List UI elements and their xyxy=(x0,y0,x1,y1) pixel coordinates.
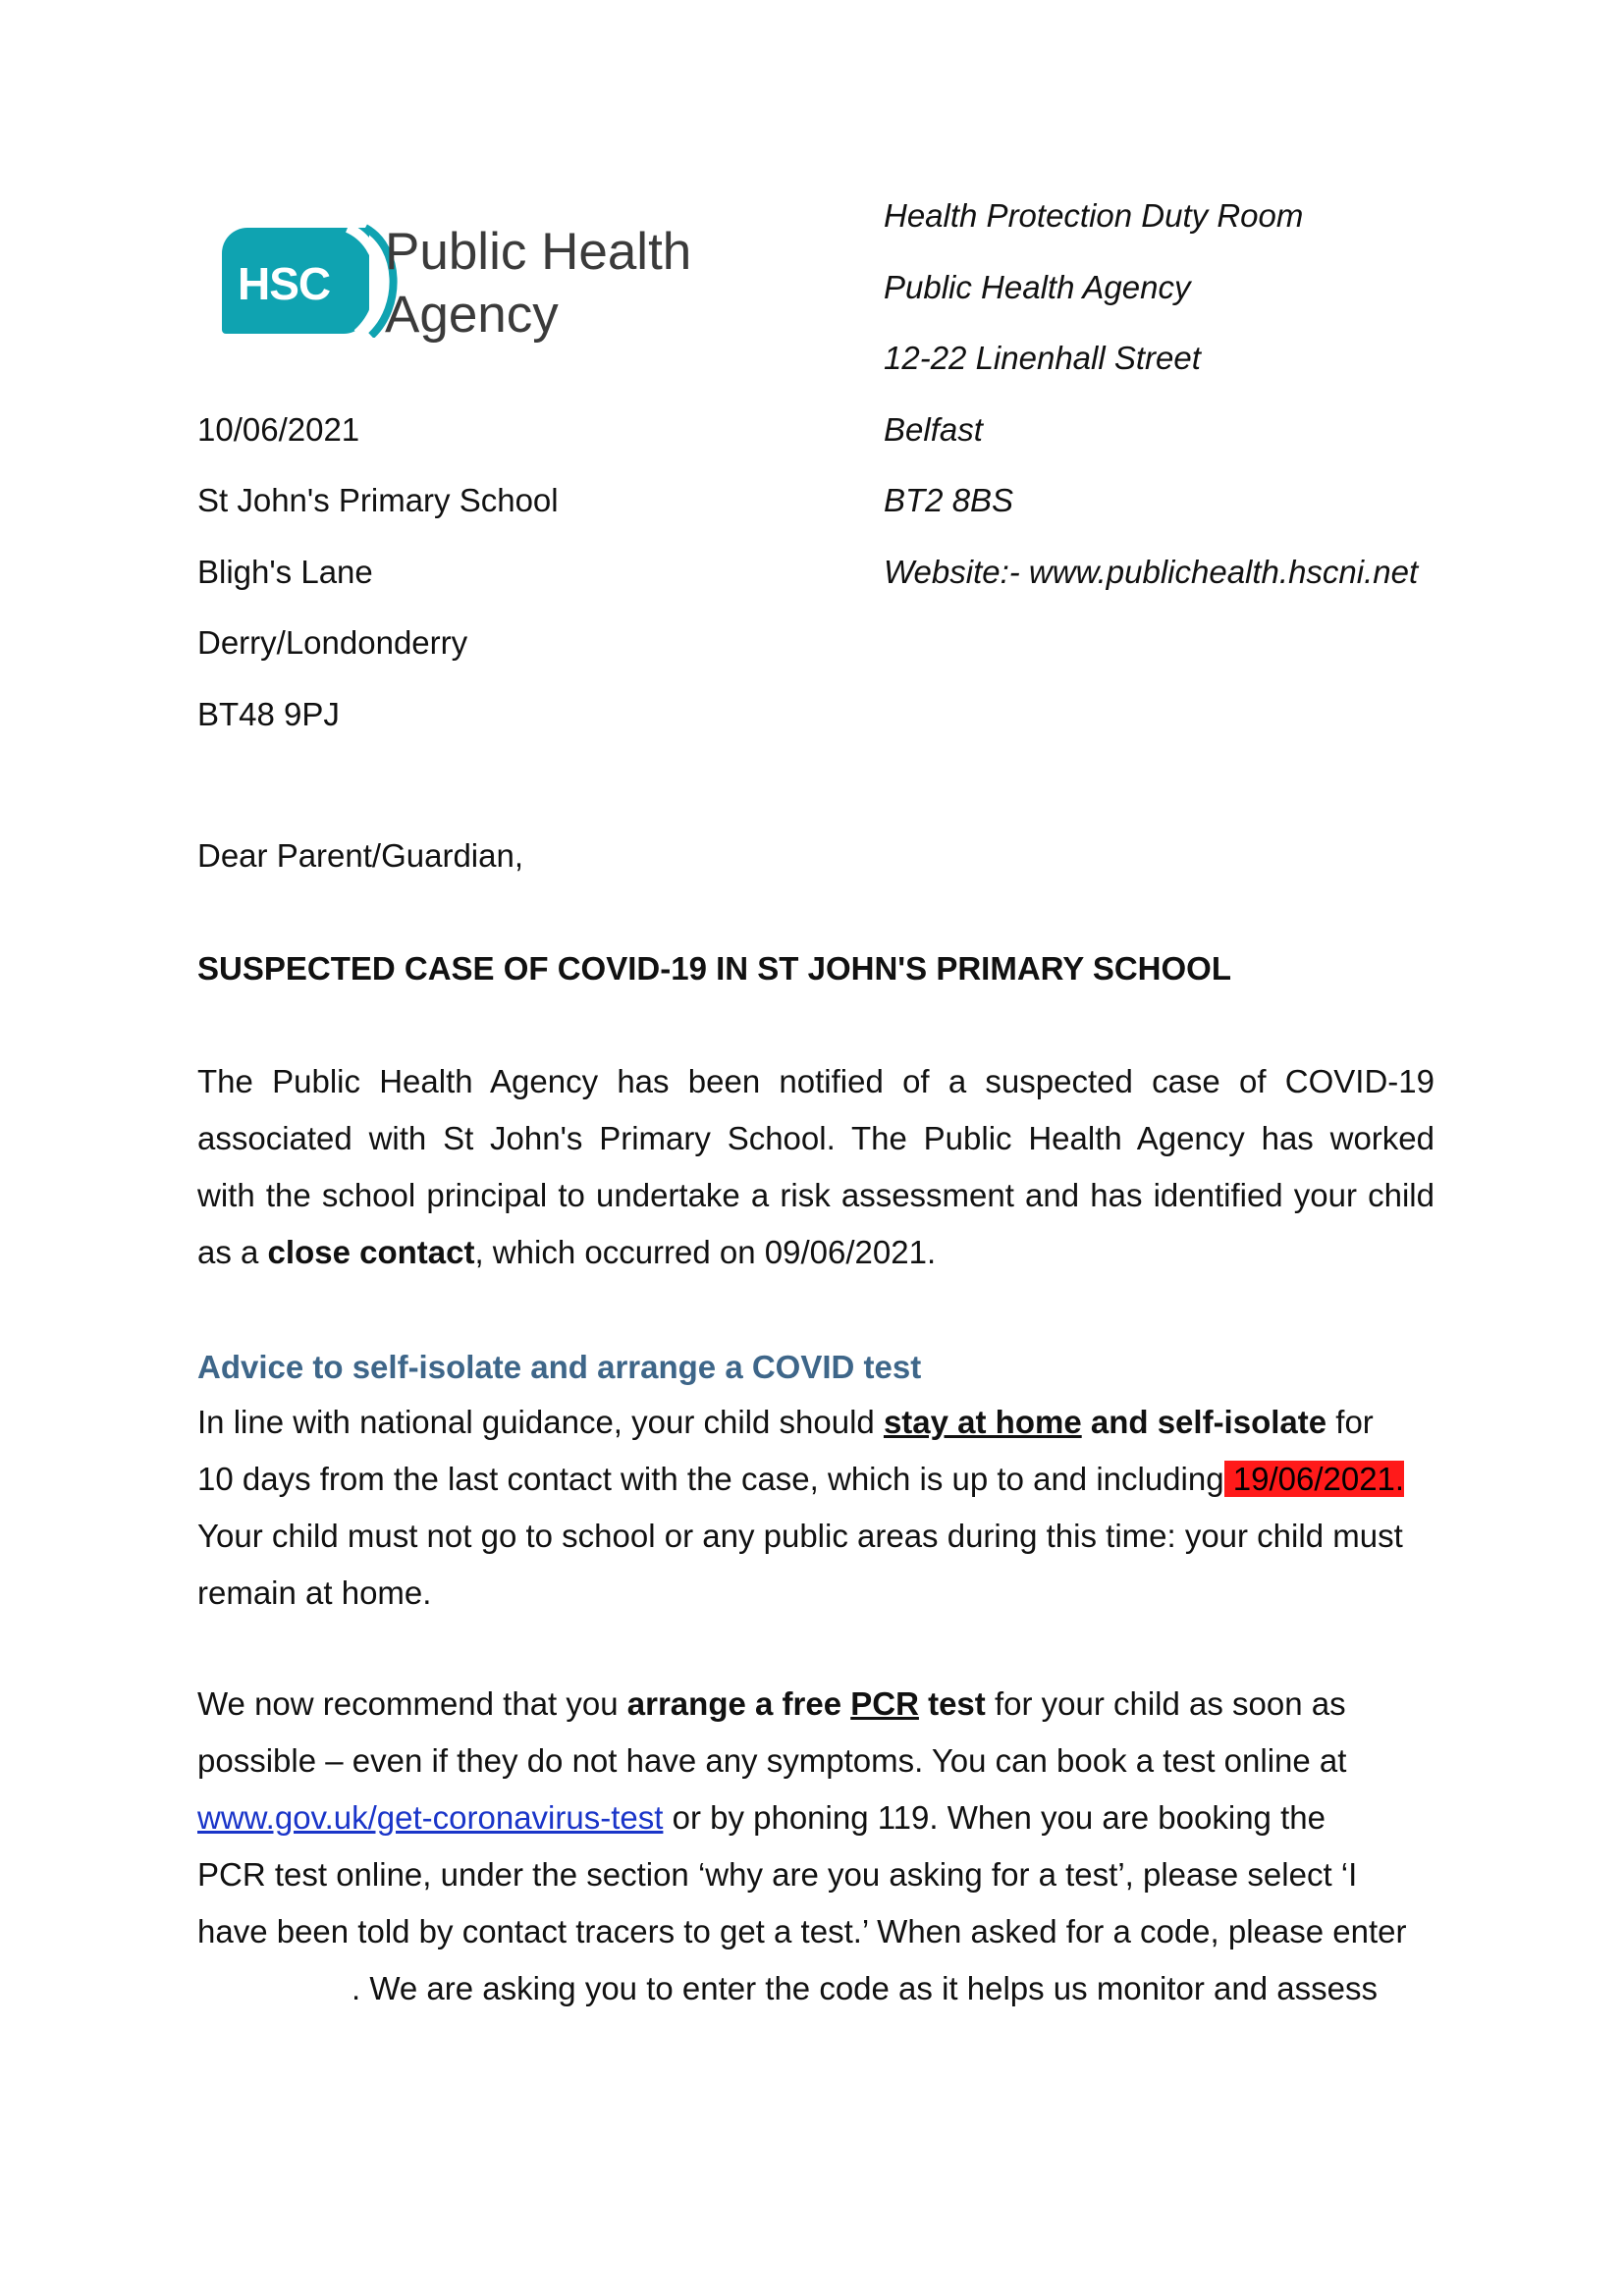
pcr-line: have been told by contact tracers to get a test.’ When asked for a code, please enter xyxy=(197,1913,1407,1949)
pcr-line: . We are asking you to enter the code as it helps us monitor and assess xyxy=(352,1970,1378,2006)
pcr-line: possible – even if they do not have any symptoms. You can book a test online at xyxy=(197,1742,1347,1779)
recipient-line: St John's Primary School xyxy=(197,482,559,518)
logo-text-line1: Public Health xyxy=(385,223,692,281)
advice-paragraph xyxy=(197,1394,1435,1622)
advice-line: 10 days from the last contact with the case, which is up to and including 19/06/2021. xyxy=(197,1461,1405,1497)
sender-line: Public Health Agency xyxy=(884,269,1191,305)
logo-text-line2: Agency xyxy=(385,286,559,344)
hsc-badge-text: HSC xyxy=(238,258,331,309)
pcr-line: www.gov.uk/get-coronavirus-test or by phoning 119. When you are booking the xyxy=(197,1799,1326,1836)
hsc-logo xyxy=(222,223,692,344)
pcr-line: We now recommend that you arrange a free PCR test for your child as soon as xyxy=(197,1685,1346,1722)
advice-line: Your child must not go to school or any public areas during this time: your child must xyxy=(197,1518,1403,1554)
pcr-line: PCR test online, under the section ‘why are you asking for a test’, please select ‘I xyxy=(197,1856,1358,1893)
coronavirus-test-link[interactable]: www.gov.uk/get-coronavirus-test xyxy=(197,1799,664,1836)
intro-line: associated with St John's Primary School. The Public Health Agency has worked xyxy=(197,1120,1435,1156)
letter-title: SUSPECTED CASE OF COVID-19 IN ST JOHN'S PRIMARY SCHOOL xyxy=(197,950,1232,987)
stay-at-home-emphasis: stay at home xyxy=(883,1404,1082,1440)
salutation: Dear Parent/Guardian, xyxy=(197,837,524,874)
sender-line: 12-22 Linenhall Street xyxy=(884,340,1201,376)
advice-line: remain at home. xyxy=(197,1575,432,1611)
pcr-paragraph xyxy=(197,1676,1435,2017)
pcr-emphasis: PCR xyxy=(850,1685,919,1722)
sender-website: Website:- www.publichealth.hscni.net xyxy=(884,554,1419,590)
intro-line: as a close contact, which occurred on 09/06/2021. xyxy=(197,1234,937,1270)
intro-line: The Public Health Agency has been notified of a suspected case of COVID-19 xyxy=(197,1063,1435,1099)
intro-paragraph xyxy=(197,1053,1435,1281)
advice-heading: Advice to self-isolate and arrange a COVID test xyxy=(197,1349,922,1385)
sender-line: Health Protection Duty Room xyxy=(884,197,1304,234)
recipient-line: Bligh's Lane xyxy=(197,554,373,590)
letter-date: 10/06/2021 xyxy=(197,411,360,448)
sender-line: BT2 8BS xyxy=(884,482,1014,518)
close-contact-emphasis: close contact xyxy=(267,1234,475,1270)
advice-line: In line with national guidance, your child should stay at home and self-isolate for xyxy=(197,1404,1374,1440)
self-isolate-emphasis: and self-isolate xyxy=(1081,1404,1327,1440)
isolation-end-date-highlight: 19/06/2021. xyxy=(1223,1461,1405,1497)
sender-line: Belfast xyxy=(884,411,983,448)
intro-line: with the school principal to undertake a risk assessment and has identified your child xyxy=(197,1177,1435,1213)
recipient-line: Derry/Londonderry xyxy=(197,624,468,661)
recipient-line: BT48 9PJ xyxy=(197,696,340,732)
